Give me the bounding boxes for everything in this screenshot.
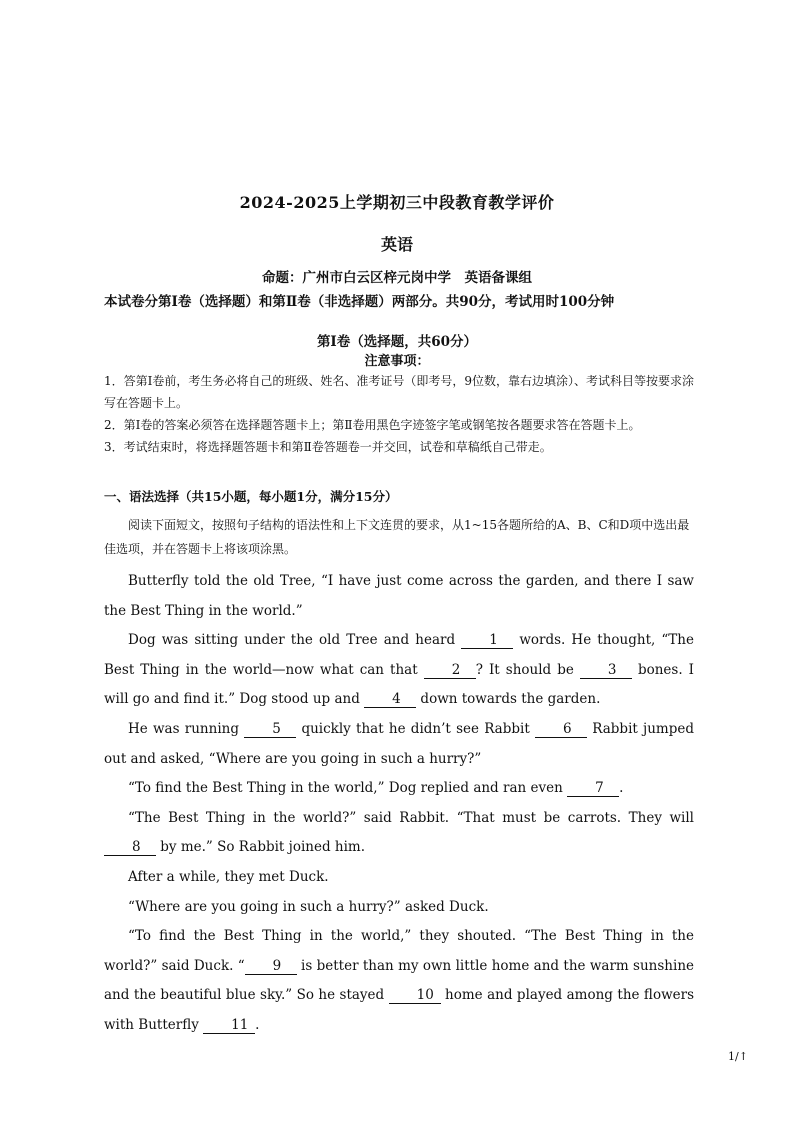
notice-item: 3．考试结束时，将选择题答题卡和第Ⅱ卷答题卷一并交回，试卷和草稿纸自己带走。 xyxy=(104,440,552,454)
passage-paragraph: Butterfly told the old Tree, “I have just come across the garden, and there I saw the Best Thing in the world.” xyxy=(104,573,694,619)
page-number: 1/↑ xyxy=(728,1050,748,1063)
answer-blank: 1 xyxy=(461,632,513,649)
section-instruction-block xyxy=(104,513,696,561)
notice-list xyxy=(104,370,704,458)
answer-blank: 6 xyxy=(535,721,587,738)
reading-passage xyxy=(104,567,694,1041)
answer-blank: 9 xyxy=(245,958,297,975)
part1-title: 第Ⅰ卷（选择题，共60分） xyxy=(316,334,478,350)
answer-blank: 2 xyxy=(424,662,476,679)
notice-item: 2．第Ⅰ卷的答案必须答在选择题答题卡上；第Ⅱ卷用黑色字迹签字笔或钢笔按各题要求答在答题卡上。 xyxy=(104,418,641,432)
passage-paragraph: After a while, they met Duck. xyxy=(128,868,329,885)
exam-intro: 本试卷分第Ⅰ卷（选择题）和第Ⅱ卷（非选择题）两部分。共90分，考试用时100分钟 xyxy=(104,294,615,310)
answer-blank: 5 xyxy=(244,721,296,738)
answer-blank: 3 xyxy=(580,662,632,679)
passage-paragraph: Dog was sitting under the old Tree and heard 1 words. He thought, “The Best Thing in the world—now what can that 2 ? It should be 3 bones. I will go and find it.” Dog stood up and 4 down towards the garden. xyxy=(104,632,694,708)
section-heading: 一、语法选择（共15小题，每小题1分，满分15分） xyxy=(104,489,398,504)
answer-blank: 4 xyxy=(364,691,416,708)
passage-paragraph: “The Best Thing in the world?” said Rabbit. “That must be carrots. They will 8 by me.” So Rabbit joined him. xyxy=(104,804,694,863)
answer-blank: 10 xyxy=(389,987,441,1004)
passage-paragraph: He was running 5 quickly that he didn’t see Rabbit 6 Rabbit jumped out and asked, “Where are you going in such a hurry?” xyxy=(104,720,695,767)
exam-title: 2024-2025上学期初三中段教育教学评价 xyxy=(239,193,555,212)
author-line: 命题：广州市白云区梓元岗中学 英语备课组 xyxy=(262,270,532,286)
passage-paragraph: “To find the Best Thing in the world,” Dog replied and ran even 7 . xyxy=(128,780,624,797)
answer-blank: 8 xyxy=(104,839,156,856)
answer-blank: 7 xyxy=(567,780,619,797)
passage-paragraph: “Where are you going in such a hurry?” asked Duck. xyxy=(128,898,489,915)
notice-heading: 注意事项： xyxy=(364,354,430,369)
answer-blank: 11 xyxy=(203,1017,255,1034)
passage-paragraph: “To find the Best Thing in the world,” they shouted. “The Best Thing in the world?” said Duck. “ 9 is better than my own little home and the warm sunshine and the beautiful blue sky.” So he stayed 10 home and played among the flowers with Butterfly 11 . xyxy=(104,928,695,1033)
section-instruction: 阅读下面短文，按照句子结构的语法性和上下文连贯的要求，从1~15各题所给的A、B、C和D项中选出最佳选项，并在答题卡上将该项涂黑。 xyxy=(104,518,690,556)
subject-heading: 英语 xyxy=(380,235,413,254)
notice-item: 1．答第Ⅰ卷前，考生务必将自己的班级、姓名、准考证号（即考号，9位数，靠右边填涂）、考试科目等按要求涂写在答题卡上。 xyxy=(104,374,695,410)
